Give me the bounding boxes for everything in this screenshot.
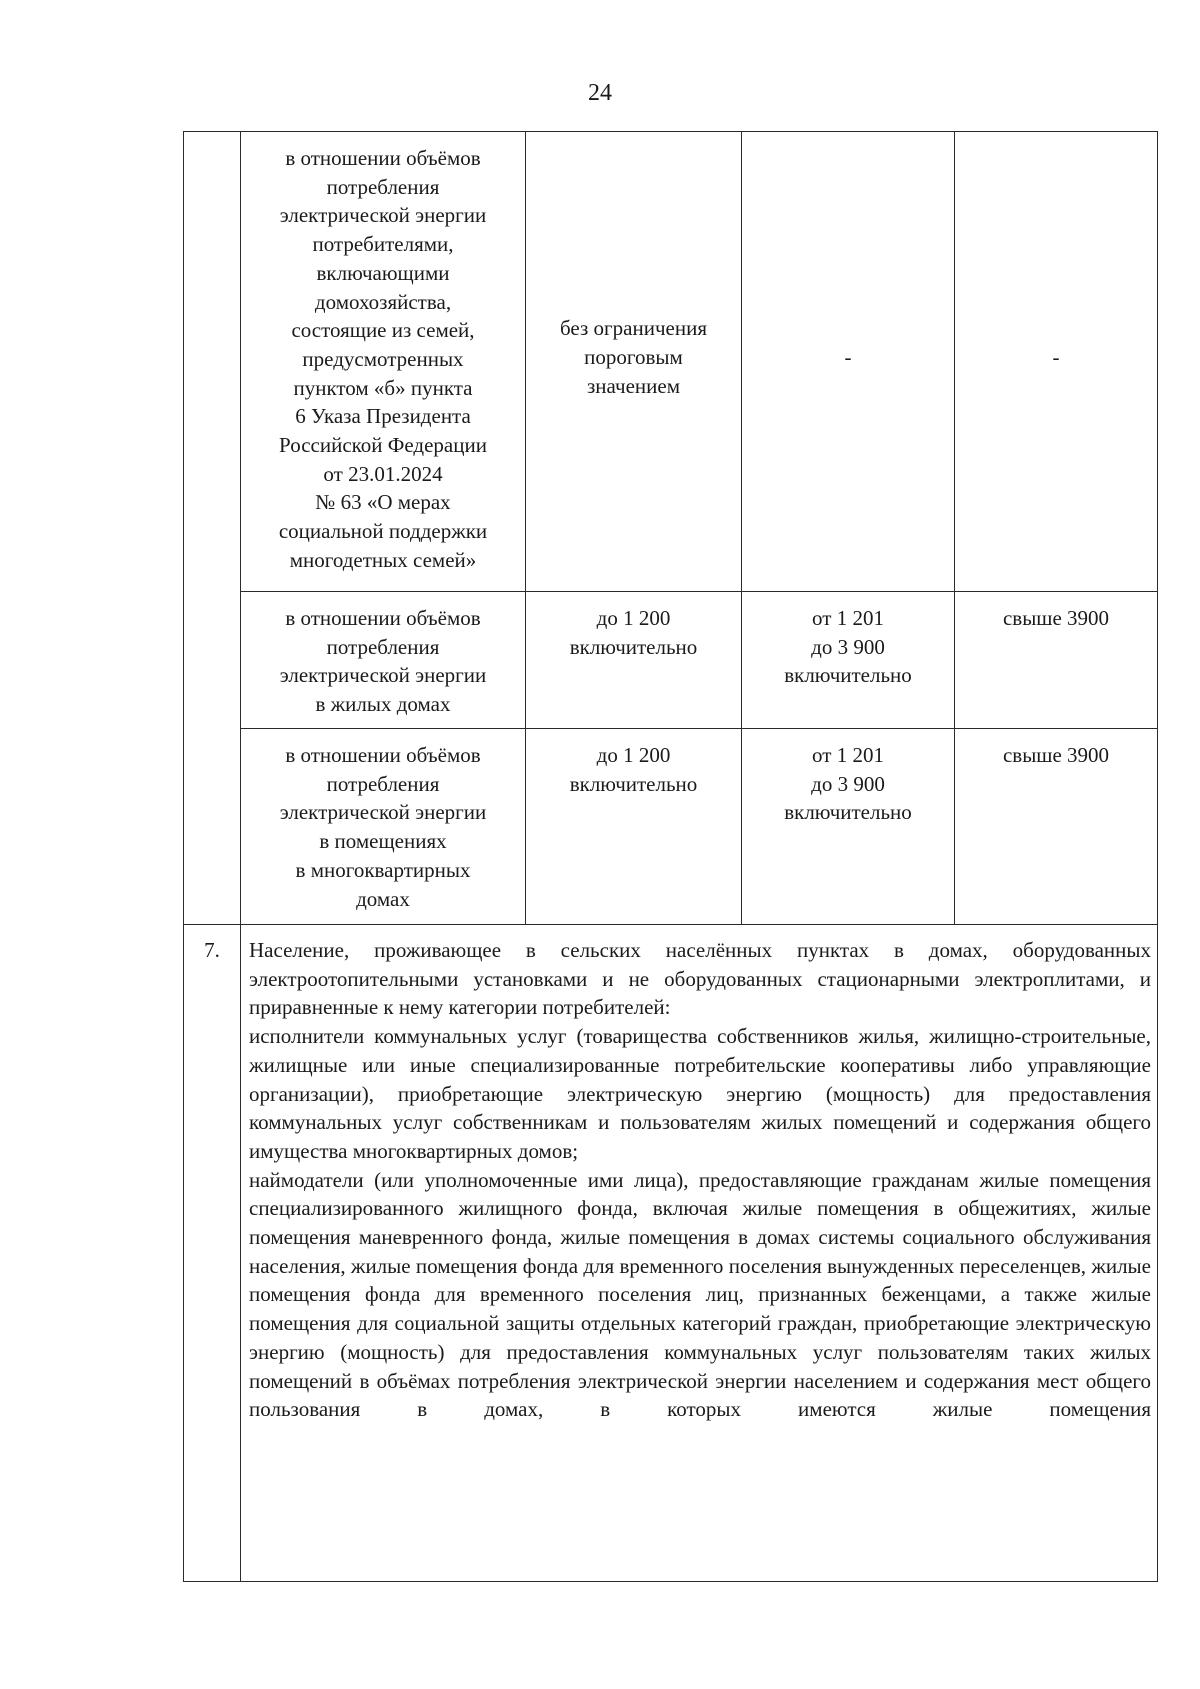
description-text <box>241 729 525 921</box>
text-line: электрической энергии <box>279 203 487 228</box>
text-line: предусмотренных <box>302 346 464 371</box>
threshold-low-text <box>526 592 741 669</box>
text-line: в помещениях <box>319 829 447 854</box>
threshold-low-cell <box>526 132 742 592</box>
text-line: включительно <box>569 634 698 659</box>
threshold-low-text <box>526 729 741 806</box>
text-line: в многоквартирных <box>295 857 471 882</box>
text-line: в отношении объёмов <box>285 146 481 170</box>
text-line: до 1 200 <box>596 606 671 630</box>
text-line: пороговым <box>584 345 683 370</box>
page-number: 24 <box>588 80 612 106</box>
text-line: электрической энергии <box>279 800 487 825</box>
threshold-low-cell <box>526 592 742 729</box>
text-line: Российской Федерации <box>279 433 487 458</box>
row-number-cell <box>184 925 241 1582</box>
text-line: включительно <box>784 663 912 688</box>
description-text <box>241 592 525 727</box>
table-row <box>184 925 1158 1582</box>
threshold-mid-cell <box>742 592 955 729</box>
threshold-high-text: - <box>1052 345 1060 370</box>
text-line: потребления <box>326 771 440 796</box>
text-line: включительно <box>784 800 912 825</box>
text-line: от 1 201 <box>812 606 884 630</box>
text-line: в отношении объёмов <box>285 743 481 767</box>
text-line: до 1 200 <box>596 743 671 767</box>
row-number: 7. <box>204 938 220 962</box>
paragraph: исполнители коммунальных услуг (товарищества собственников жилья, жилищно-строительные, жилищные или иные специализированные потребительские кооперативы либо управляющие организации), приобретающие электрическую энергию (мощность) для предоставления коммунальных услуг собственникам и пользователям жилых помещений и содержания общего имущества многоквартирных домов; <box>249 1024 1151 1163</box>
text-line: домах <box>356 886 410 911</box>
threshold-mid-text: - <box>844 345 852 370</box>
text-line: потребителями, <box>312 232 454 257</box>
text-line: значением <box>587 373 680 398</box>
threshold-high-text: свыше 3900 <box>1002 606 1110 630</box>
text-line: включающими <box>316 260 450 285</box>
description-cell <box>241 729 526 925</box>
text-line: пунктом «б» пункта <box>293 375 473 400</box>
text-line: в жилых домах <box>315 692 451 717</box>
threshold-high-text: свыше 3900 <box>1002 743 1110 767</box>
text-line: социальной поддержки <box>278 519 488 544</box>
category-description-cell <box>241 925 1158 1582</box>
table-row <box>184 592 1158 729</box>
text-line: состоящие из семей, <box>291 318 475 343</box>
threshold-low-text <box>526 314 741 408</box>
text-line: от 1 201 <box>812 743 884 767</box>
threshold-mid-text <box>742 592 954 698</box>
threshold-low-cell <box>526 729 742 925</box>
text-line: от 23.01.2024 <box>323 461 443 486</box>
text-line: до 3 900 <box>811 634 885 659</box>
text-line: включительно <box>569 771 698 796</box>
paragraph: наймодатели (или уполномоченные ими лица), предоставляющие гражданам жилые помещения специализированного жилищного фонда, включая жилые помещения в общежитиях, жилые помещения маневренного фонда, жилые помещения в домах системы социального обслуживания населения, жилые помещения фонда для временного поселения вынужденных переселенцев, жилые помещения фонда для временного поселения лиц, признанных беженцами, а также жилые помещения для социальной защиты отдельных категорий граждан, приобретающие электрическую энергию (мощность) для предоставления коммунальных услуг пользователям таких жилых помещений в объёмах потребления электрической энергии населением и содержания мест общего пользования в домах, в которых имеются жилые помещения <box>249 1167 1151 1422</box>
text-line: потребления <box>326 634 440 659</box>
text-line: № 63 «О мерах <box>315 490 451 515</box>
text-line: многодетных семей» <box>289 547 477 572</box>
tariff-table <box>183 131 1158 1582</box>
threshold-high-cell <box>955 729 1158 925</box>
description-cell <box>241 592 526 729</box>
threshold-high-cell <box>955 132 1158 592</box>
row-number-cell <box>184 729 241 925</box>
table-row <box>184 132 1158 592</box>
text-line: потребления <box>326 174 440 199</box>
row-number-cell <box>184 592 241 729</box>
threshold-mid-cell <box>742 132 955 592</box>
paragraph: Население, проживающее в сельских населённых пунктах в домах, оборудованных электроотопительными установками и не оборудованных стационарными электроплитами, и приравненные к нему категории потребителей: <box>249 938 1151 1020</box>
description-cell <box>241 132 526 592</box>
text-line: домохозяйства, <box>314 289 452 314</box>
table-row <box>184 729 1158 925</box>
text-line: электрической энергии <box>279 663 487 688</box>
threshold-high-cell <box>955 592 1158 729</box>
row-number-cell <box>184 132 241 592</box>
text-line: до 3 900 <box>811 771 885 796</box>
threshold-mid-cell <box>742 729 955 925</box>
category-description <box>241 925 1157 1424</box>
text-line: 6 Указа Президента <box>295 404 471 429</box>
description-text <box>241 132 525 583</box>
threshold-mid-text <box>742 729 954 835</box>
text-line: в отношении объёмов <box>285 606 481 630</box>
text-line: без ограничения <box>560 316 707 341</box>
